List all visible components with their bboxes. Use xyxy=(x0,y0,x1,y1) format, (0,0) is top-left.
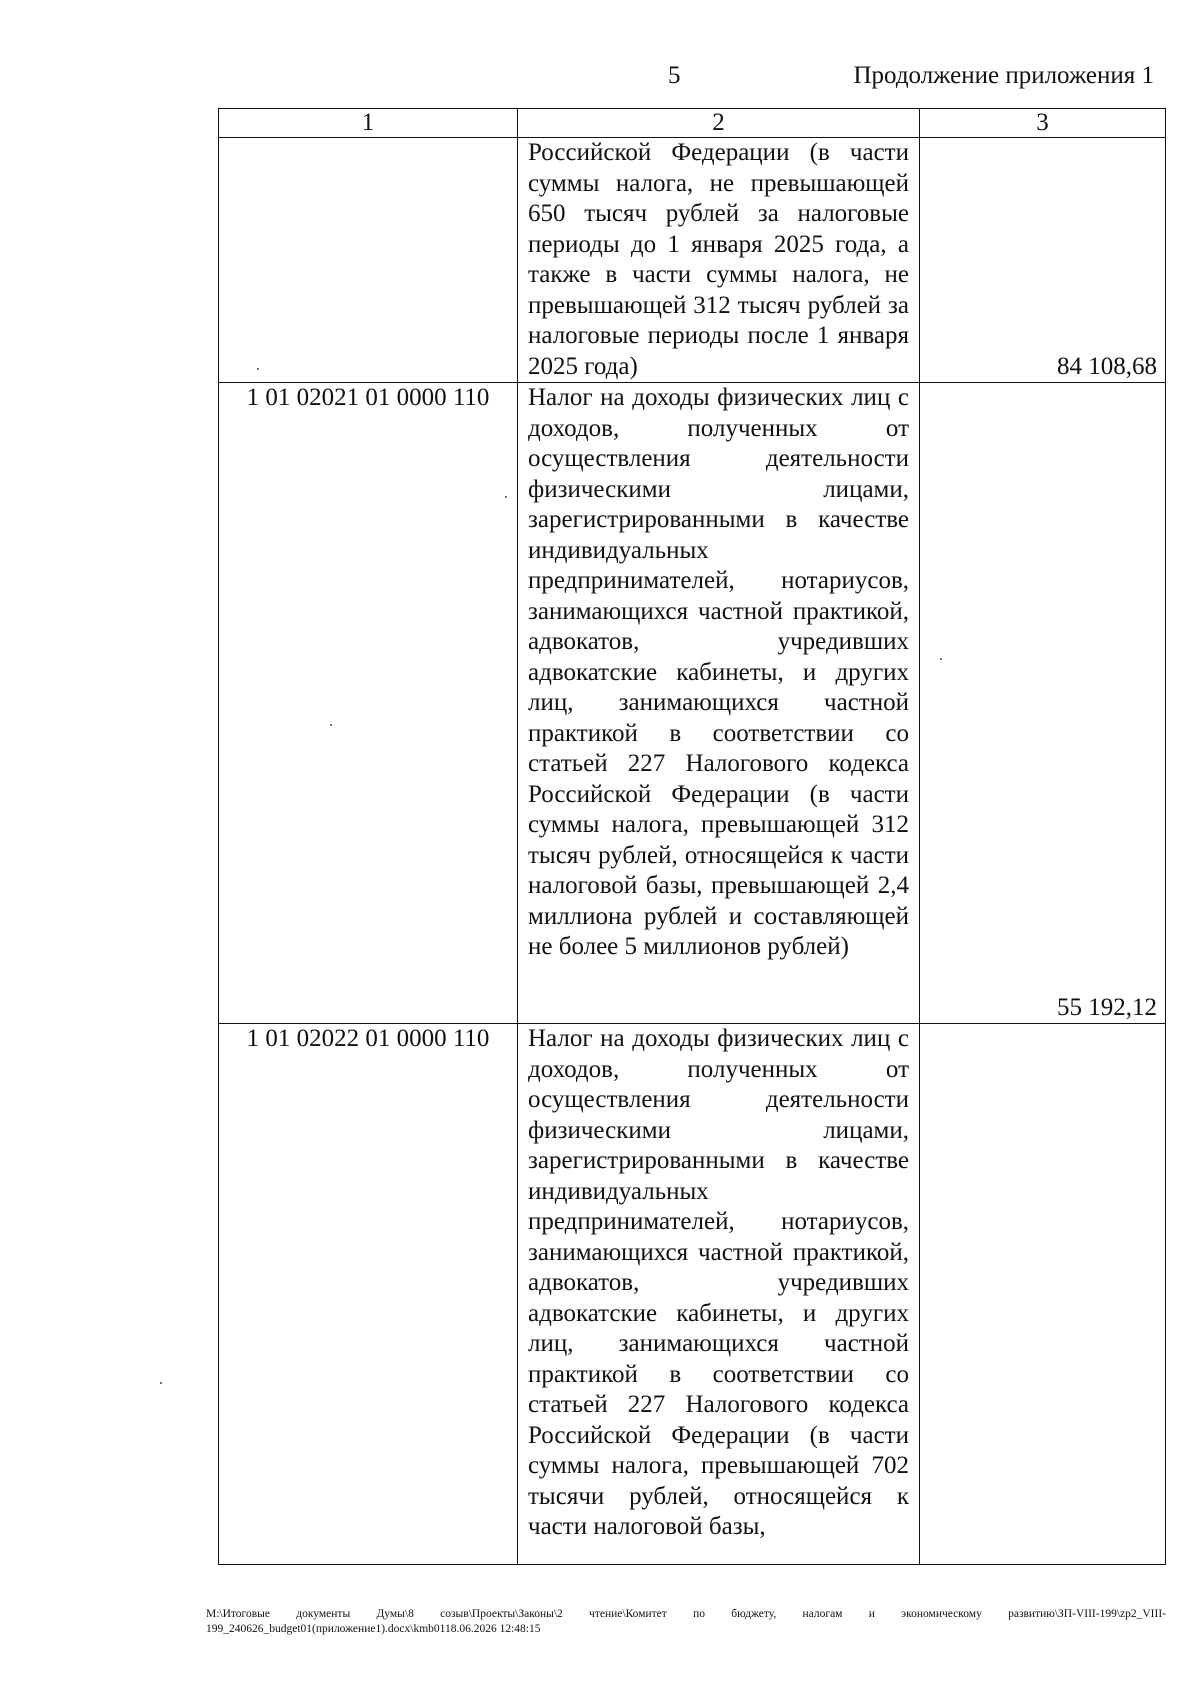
scan-speck xyxy=(257,368,259,370)
scan-speck xyxy=(940,658,942,660)
scan-speck xyxy=(505,496,507,498)
file-path-footer: M:\Итоговые документы Думы\8 созыв\Проекты\Законы\2 чтение\Комитет по бюджету, налогам и экономическому развитию\ЗП-VIII-199\zp2_VIII-199_240626_budget01(приложение1).docx\kmb0118.06.2026 12:48:15 xyxy=(206,1608,1166,1635)
column-header: 3 xyxy=(920,109,1166,138)
row-code: 1 01 02022 01 0000 110 xyxy=(219,1024,518,1565)
row-code: 1 01 02021 01 0000 110 xyxy=(219,383,518,1024)
revenue-table xyxy=(218,108,1166,1565)
scan-speck xyxy=(160,1382,162,1384)
column-header: 2 xyxy=(518,109,920,138)
continuation-caption: Продолжение приложения 1 xyxy=(853,62,1154,89)
row-amount: 84 108,68 xyxy=(920,138,1166,383)
table-row xyxy=(219,138,1166,383)
row-name: Российской Федерации (в части суммы налога, не превышающей 650 тысяч рублей за налоговые периоды до 1 января 2025 года, а также в части суммы налога, не превышающей 312 тысяч рублей за налоговые периоды после 1 января 2025 года) xyxy=(518,138,920,383)
row-amount xyxy=(920,1024,1166,1565)
table-row xyxy=(219,1024,1166,1565)
row-name: Налог на доходы физических лиц с доходов, полученных от осуществления деятельности физическими лицами, зарегистрированными в качестве индивидуальных предпринимателей, нотариусов, занимающихся частной практикой, адвокатов, учредивших адвокатские кабинеты, и других лиц, занимающихся частной практикой в соответствии со статьей 227 Налогового кодекса Российской Федерации (в части суммы налога, превышающей 312 тысяч рублей, относящейся к части налоговой базы, превышающей 2,4 миллиона рублей и составляющей не более 5 миллионов рублей) xyxy=(518,383,920,1024)
table-header-row xyxy=(219,109,1166,138)
row-name: Налог на доходы физических лиц с доходов, полученных от осуществления деятельности физическими лицами, зарегистрированными в качестве индивидуальных предпринимателей, нотариусов, занимающихся частной практикой, адвокатов, учредивших адвокатские кабинеты, и других лиц, занимающихся частной практикой в соответствии со статьей 227 Налогового кодекса Российской Федерации (в части суммы налога, превышающей 702 тысячи рублей, относящейся к части налоговой базы, xyxy=(518,1024,920,1565)
column-header: 1 xyxy=(219,109,518,138)
row-amount: 55 192,12 xyxy=(920,383,1166,1024)
page-number: 5 xyxy=(668,62,681,89)
table-row xyxy=(219,383,1166,1024)
row-code xyxy=(219,138,518,383)
scan-speck xyxy=(330,724,332,726)
